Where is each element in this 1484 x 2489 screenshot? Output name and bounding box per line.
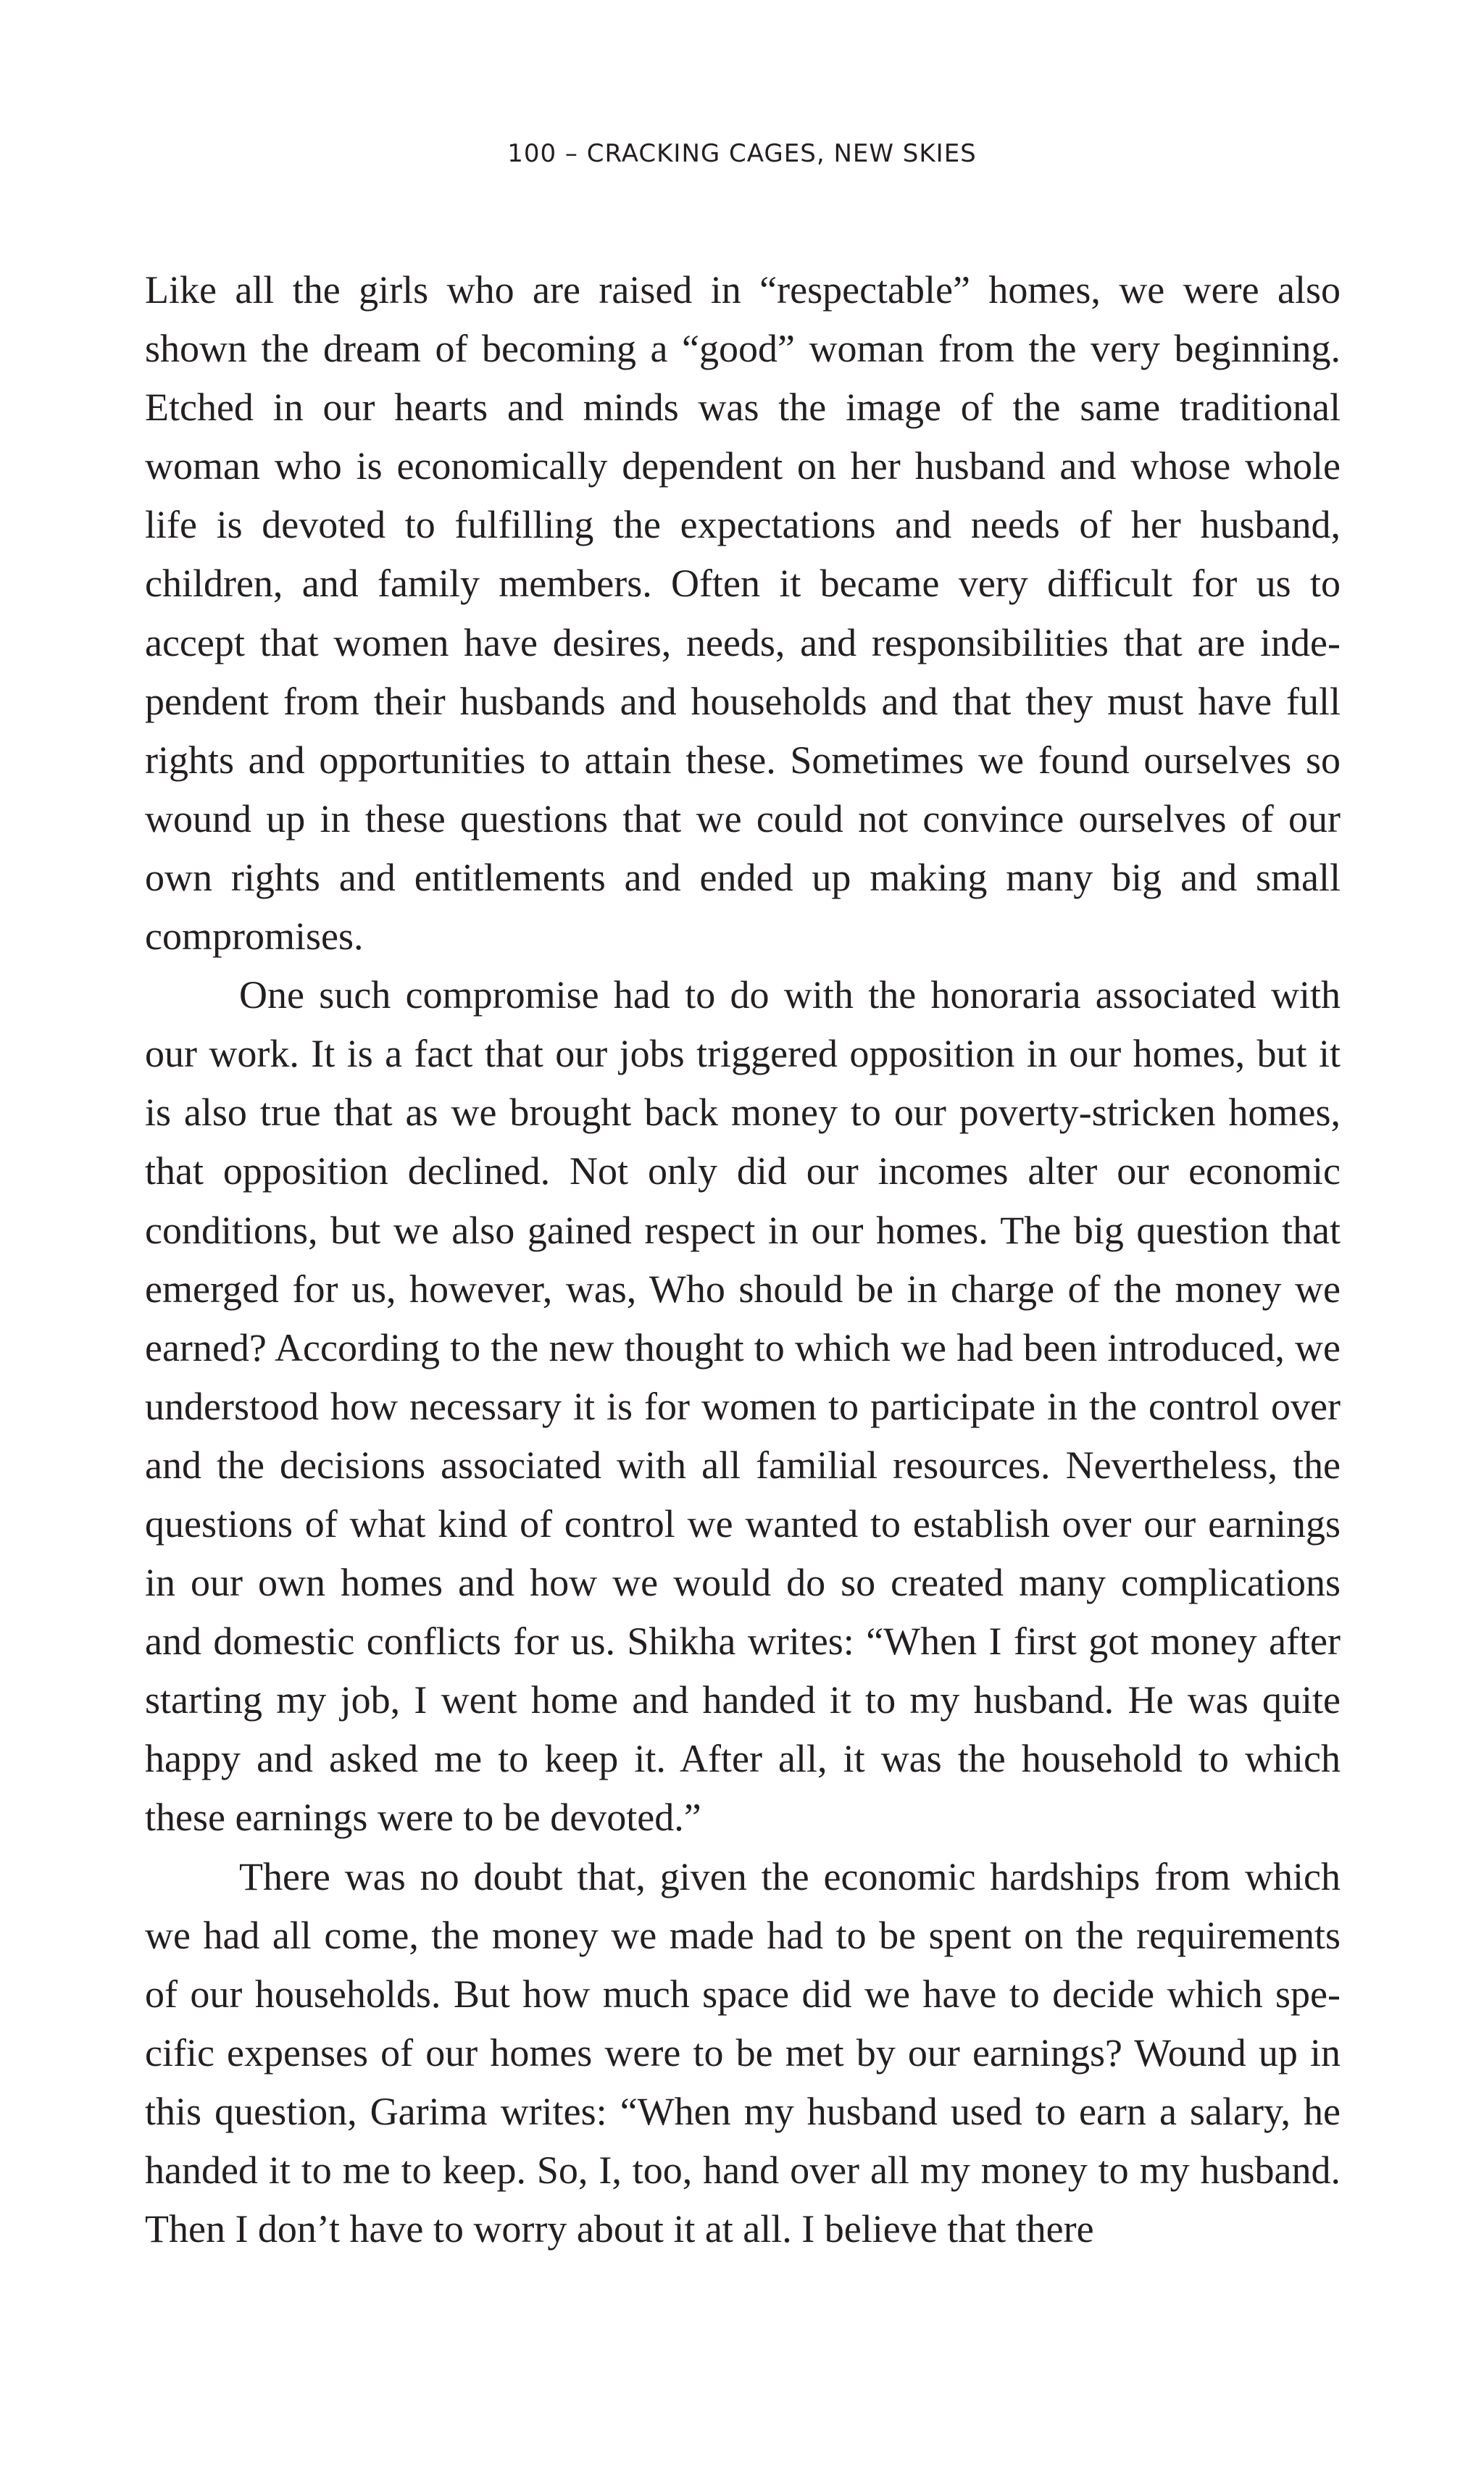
running-head: 100 – CRACKING CAGES, NEW SKIES xyxy=(507,139,977,168)
paragraph: One such compromise had to do with the honoraria associated with our work. It is a fact that our jobs triggered opposition in our homes, but it is also true that as we brought back money to our poverty-stricken homes, that opposition declined. Not only did our incomes alter our economic conditions, but we also gained respect in our homes. The big question that emerged for us, however, was, Who should be in charge of the money we earned? According to the new thought to which we had been introduced, we understood how necessary it is for women to participate in the control over and the decisions associated with all familial resources. Nevertheless, the questions of what kind of control we wanted to establish over our earnings in our own homes and how we would do so created many complications and domestic conflicts for us. Shikha writes: “When I first got money after starting my job, I went home and handed it to my husband. He was quite happy and asked me to keep it. After all, it was the household to which these earnings were to be devoted.” xyxy=(145,973,1341,1840)
body-text xyxy=(145,261,1341,2259)
paragraph: Like all the girls who are raised in “respectable” homes, we were also shown the dream of becoming a “good” woman from the very beginning. Etched in our hearts and minds was the image of the same traditional woman who is economically dependent on her husband and whose whole life is devoted to fulfilling the expectations and needs of her husband, children, and family members. Often it became very difficult for us to accept that women have desires, needs, and responsibilities that are independent from their husbands and households and that they must have full rights and opportunities to attain these. Sometimes we found ourselves so wound up in these questions that we could not convince ourselves of our own rights and entitlements and ended up making many big and small compromises. xyxy=(145,268,1341,959)
paragraph: There was no doubt that, given the economic hardships from which we had all come, the money we made had to be spent on the requirements of our households. But how much space did we have to decide which specific expenses of our homes were to be met by our earnings? Wound up in this question, Garima writes: “When my husband used to earn a salary, he handed it to me to keep. So, I, too, hand over all my money to my husband. Then I don’t have to worry about it at all. I believe that there xyxy=(145,1854,1341,2251)
